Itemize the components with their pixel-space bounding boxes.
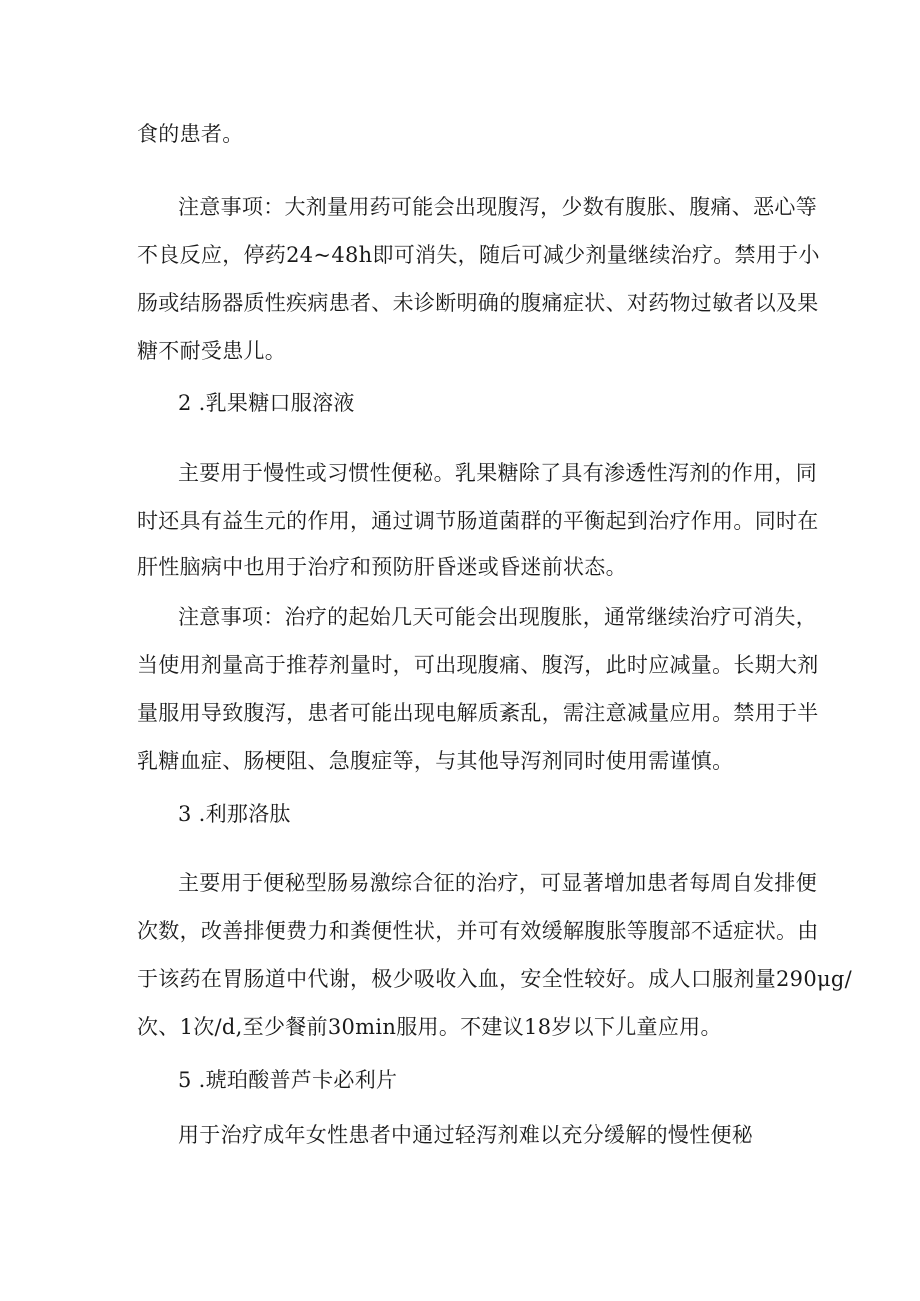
paragraph-line: 用于治疗成年女性患者中通过轻泻剂难以充分缓解的慢性便秘	[178, 1123, 754, 1147]
paragraph-line: 次数，改善排便费力和粪便性状，并可有效缓解腹胀等腹部不适症状。由	[137, 919, 819, 943]
paragraph-line: 量服用导致腹泻，患者可能出现电解质紊乱，需注意减量应用。禁用于半	[137, 701, 819, 725]
paragraph-line: 肝性脑病中也用于治疗和预防肝昏迷或昏迷前状态。	[137, 555, 627, 579]
section-heading: 3 .利那洛肽	[178, 802, 291, 826]
paragraph-line: 肠或结肠器质性疾病患者、未诊断明确的腹痛症状、对药物过敏者以及果	[137, 291, 819, 315]
section-heading: 5 .琥珀酸普芦卡必利片	[178, 1068, 398, 1092]
paragraph-line: 不良反应，停药24~48h即可消失，随后可减少剂量继续治疗。禁用于小	[137, 243, 820, 267]
paragraph-line: 乳糖血症、肠梗阻、急腹症等，与其他导泻剂同时使用需谨慎。	[137, 749, 734, 773]
paragraph-line: 糖不耐受患儿。	[137, 339, 287, 363]
paragraph-line: 食的患者。	[137, 122, 244, 146]
paragraph-line: 次、1次/d,至少餐前30min服用。不建议18岁以下儿童应用。	[137, 1015, 722, 1039]
paragraph-line: 当使用剂量高于推荐剂量时，可出现腹痛、腹泻，此时应减量。长期大剂	[137, 653, 819, 677]
paragraph-line: 主要用于慢性或习惯性便秘。乳果糖除了具有渗透性泻剂的作用，同	[178, 461, 817, 485]
paragraph-line: 时还具有益生元的作用，通过调节肠道菌群的平衡起到治疗作用。同时在	[137, 509, 819, 533]
paragraph-line: 于该药在胃肠道中代谢，极少吸收入血，安全性较好。成人口服剂量290μg/	[137, 967, 853, 991]
section-heading: 2 .乳果糖口服溶液	[178, 391, 355, 415]
paragraph-line: 注意事项：大剂量用药可能会出现腹泻，少数有腹胀、腹痛、恶心等	[178, 195, 817, 219]
paragraph-line: 注意事项：治疗的起始几天可能会出现腹胀，通常继续治疗可消失，	[178, 605, 817, 629]
paragraph-line: 主要用于便秘型肠易激综合征的治疗，可显著增加患者每周自发排便	[178, 871, 817, 895]
